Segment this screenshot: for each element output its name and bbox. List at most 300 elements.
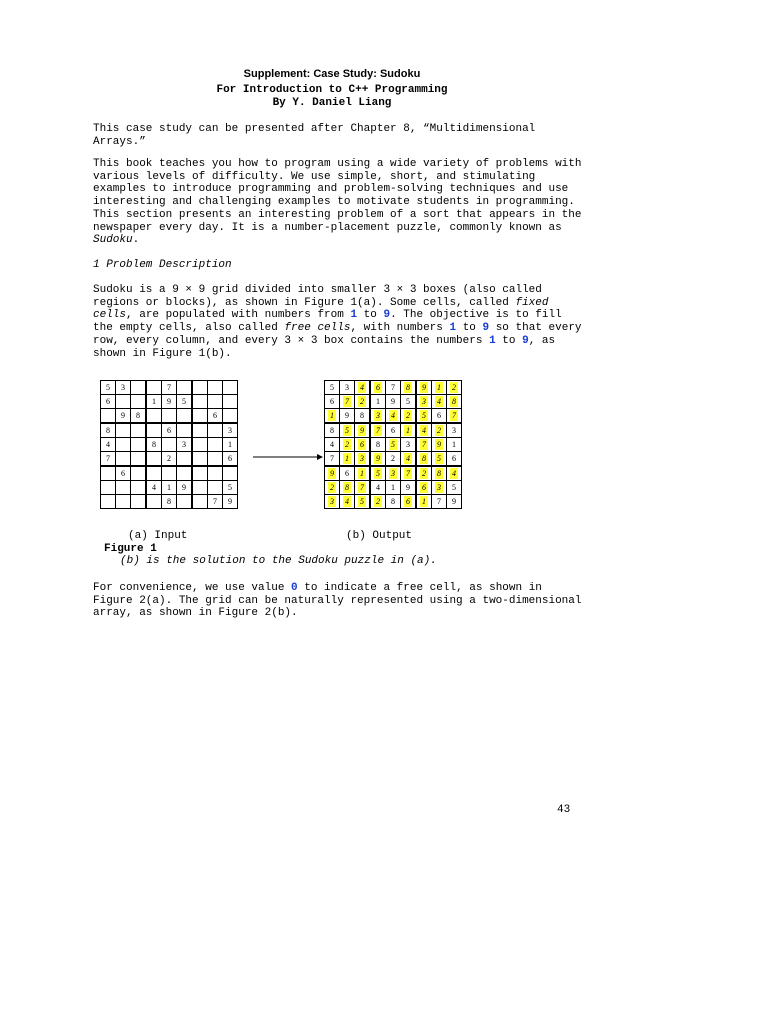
sudoku-cell (131, 481, 147, 495)
sudoku-cell (386, 452, 401, 467)
sudoku-cell (116, 409, 131, 424)
sudoku-cell-value: 3 (376, 410, 380, 420)
sudoku-cell (355, 409, 371, 424)
sudoku-cell-value: 4 (106, 439, 110, 449)
sudoku-cell-value: 8 (406, 382, 410, 392)
sudoku-cell (386, 381, 401, 395)
sudoku-cell (340, 466, 355, 481)
sudoku-cell-value: 9 (330, 468, 334, 478)
sudoku-cell (208, 452, 223, 467)
sudoku-cell-value: 9 (376, 453, 380, 463)
sudoku-cell-value: 8 (391, 496, 395, 506)
sudoku-cell (208, 395, 223, 409)
sudoku-cell (447, 438, 462, 452)
sudoku-cell (208, 495, 223, 509)
sudoku-cell (162, 381, 177, 395)
sudoku-cell (192, 438, 208, 452)
sudoku-cell (355, 438, 371, 452)
number-one: 1 (489, 334, 496, 347)
output-caption: (b) Output (346, 530, 413, 542)
sudoku-cell (432, 409, 447, 424)
sudoku-cell (116, 438, 131, 452)
sudoku-cell-value: 9 (391, 396, 395, 406)
sudoku-cell (401, 381, 417, 395)
sudoku-cell-value: 9 (360, 425, 364, 435)
sudoku-cell (416, 495, 432, 509)
sudoku-cell-value: 1 (228, 439, 232, 449)
sudoku-cell (325, 395, 340, 409)
number-nine: 9 (383, 309, 391, 322)
number-one: 1 (449, 322, 457, 335)
sudoku-cell (101, 395, 116, 409)
sudoku-cell-value: 8 (345, 482, 349, 492)
sudoku-cell-value: 2 (391, 453, 395, 463)
sudoku-cell (162, 438, 177, 452)
sudoku-cell (432, 452, 447, 467)
sudoku-cell (192, 466, 208, 481)
sudoku-cell (416, 409, 432, 424)
sudoku-cell (101, 381, 116, 395)
sudoku-cell (416, 452, 432, 467)
sudoku-cell (416, 423, 432, 438)
sudoku-cell-value: 7 (437, 496, 441, 506)
sudoku-cell (162, 481, 177, 495)
fc-text-1: For convenience, we use value (93, 582, 292, 594)
sudoku-cell (162, 395, 177, 409)
sudoku-cell (416, 438, 432, 452)
sudoku-cell-value: 1 (167, 482, 171, 492)
sudoku-cell (370, 452, 386, 467)
document-subtitle: For Introduction to C++ Programming (216, 84, 448, 96)
sudoku-cell (447, 409, 462, 424)
sudoku-cell (223, 452, 238, 467)
sudoku-cell (401, 481, 417, 495)
sudoku-cell (340, 381, 355, 395)
sudoku-cell (223, 495, 238, 509)
sudoku-cell (192, 481, 208, 495)
sudoku-cell-value: 1 (437, 382, 441, 392)
sudoku-cell-value: 3 (452, 425, 456, 435)
sudoku-cell-value: 8 (422, 453, 426, 463)
sudoku-cell (370, 466, 386, 481)
intro-paragraph-1: This case study can be presented after Chapter 8, “Multidimensional Arrays.” (93, 123, 536, 148)
sudoku-cell (192, 409, 208, 424)
sudoku-cell (146, 495, 162, 509)
sudoku-cell (401, 452, 417, 467)
sudoku-cell-value: 5 (182, 396, 186, 406)
sudoku-cell-value: 3 (228, 425, 232, 435)
sudoku-cell (192, 423, 208, 438)
sudoku-cell (101, 495, 116, 509)
document-title: Supplement: Case Study: Sudoku (243, 68, 421, 80)
sudoku-cell (355, 495, 371, 509)
sudoku-cell (131, 409, 147, 424)
sudoku-cell-value: 8 (437, 468, 441, 478)
sudoku-cell (340, 423, 355, 438)
sudoku-cell (146, 381, 162, 395)
sudoku-cell-value: 8 (360, 410, 364, 420)
sudoku-cell-value: 3 (360, 453, 364, 463)
sudoku-cell-value: 4 (391, 410, 395, 420)
sudoku-cell-value: 4 (422, 425, 426, 435)
sudoku-cell (325, 481, 340, 495)
sudoku-cell-value: 6 (360, 439, 364, 449)
sudoku-cell (340, 452, 355, 467)
sudoku-cell-value: 9 (121, 410, 125, 420)
sudoku-cell (370, 495, 386, 509)
sudoku-cell (447, 481, 462, 495)
sudoku-cell (101, 481, 116, 495)
number-zero: 0 (291, 582, 298, 594)
sudoku-input-grid (100, 380, 238, 509)
sudoku-cell (223, 466, 238, 481)
sudoku-cell-value: 7 (376, 425, 380, 435)
sudoku-cell (208, 438, 223, 452)
sudoku-cell (355, 423, 371, 438)
sudoku-cell (101, 452, 116, 467)
sudoku-cell-value: 3 (391, 468, 395, 478)
sudoku-cell (116, 481, 131, 495)
sudoku-cell (325, 438, 340, 452)
sudoku-cell-value: 2 (452, 382, 456, 392)
sudoku-cell (101, 466, 116, 481)
sudoku-cell (355, 452, 371, 467)
sudoku-cell (401, 495, 417, 509)
sudoku-cell-value: 8 (136, 410, 140, 420)
sudoku-cell-value: 8 (376, 439, 380, 449)
sudoku-cell-value: 2 (167, 453, 171, 463)
sudoku-cell (146, 452, 162, 467)
sudoku-cell (386, 481, 401, 495)
sudoku-term: Sudoku (93, 234, 133, 247)
sudoku-cell-value: 9 (345, 410, 349, 420)
sudoku-cell-value: 4 (437, 396, 441, 406)
sudoku-cell (177, 466, 193, 481)
sudoku-cell (370, 409, 386, 424)
sudoku-cell-value: 6 (391, 425, 395, 435)
sudoku-cell-value: 5 (437, 453, 441, 463)
intro-paragraph-2-end: . (132, 234, 140, 247)
sudoku-cell-value: 4 (152, 482, 156, 492)
sudoku-cell (355, 395, 371, 409)
sudoku-cell (146, 409, 162, 424)
sudoku-cell (355, 481, 371, 495)
sudoku-cell-value: 6 (167, 425, 171, 435)
sudoku-cell (401, 395, 417, 409)
sudoku-cell-value: 4 (360, 382, 364, 392)
sudoku-cell (131, 395, 147, 409)
sudoku-cell (177, 438, 193, 452)
sudoku-cell-value: 5 (345, 425, 349, 435)
sudoku-cell (340, 438, 355, 452)
sudoku-cell (131, 452, 147, 467)
sudoku-cell-value: 3 (330, 496, 334, 506)
pd-text-8: to (495, 334, 523, 347)
sudoku-cell (208, 381, 223, 395)
sudoku-cell (432, 466, 447, 481)
sudoku-cell (146, 481, 162, 495)
sudoku-cell (192, 495, 208, 509)
sudoku-cell-value: 9 (437, 439, 441, 449)
sudoku-cell (177, 452, 193, 467)
input-caption: (a) Input (128, 530, 188, 542)
sudoku-cell (432, 495, 447, 509)
sudoku-cell (416, 395, 432, 409)
sudoku-cell (416, 466, 432, 481)
sudoku-cell (370, 395, 386, 409)
sudoku-cell-value: 7 (422, 439, 426, 449)
sudoku-cell-value: 2 (406, 410, 410, 420)
sudoku-cell (370, 481, 386, 495)
page-number: 43 (557, 804, 571, 816)
sudoku-cell (116, 423, 131, 438)
sudoku-cell-value: 6 (228, 453, 232, 463)
sudoku-cell-value: 6 (452, 453, 456, 463)
sudoku-cell (101, 438, 116, 452)
sudoku-cell-value: 6 (345, 468, 349, 478)
document-author: By Y. Daniel Liang (272, 97, 392, 109)
sudoku-cell-value: 3 (121, 382, 125, 392)
sudoku-cell-value: 5 (330, 382, 334, 392)
sudoku-cell-value: 7 (345, 396, 349, 406)
sudoku-cell-value: 5 (376, 468, 380, 478)
sudoku-cell-value: 1 (152, 396, 156, 406)
sudoku-cell-value: 8 (330, 425, 334, 435)
sudoku-cell (386, 409, 401, 424)
sudoku-cell-value: 2 (360, 396, 364, 406)
sudoku-cell (340, 481, 355, 495)
sudoku-cell (192, 452, 208, 467)
sudoku-cell-value: 5 (452, 482, 456, 492)
sudoku-cell (162, 409, 177, 424)
sudoku-cell (192, 381, 208, 395)
sudoku-cell (192, 395, 208, 409)
sudoku-cell-value: 4 (452, 468, 456, 478)
sudoku-cell (208, 481, 223, 495)
sudoku-cell (325, 423, 340, 438)
sudoku-cell-value: 6 (330, 396, 334, 406)
sudoku-cell (325, 409, 340, 424)
sudoku-cell (401, 466, 417, 481)
sudoku-cell-value: 8 (167, 496, 171, 506)
sudoku-cell (101, 423, 116, 438)
sudoku-cell-value: 4 (330, 439, 334, 449)
sudoku-cell-value: 1 (406, 425, 410, 435)
sudoku-cell (223, 381, 238, 395)
problem-description-paragraph (93, 284, 583, 360)
sudoku-cell-value: 1 (360, 468, 364, 478)
sudoku-cell-value: 4 (376, 482, 380, 492)
sudoku-cell-value: 6 (213, 410, 217, 420)
sudoku-cell (116, 381, 131, 395)
sudoku-output-grid (324, 380, 462, 509)
sudoku-cell (386, 495, 401, 509)
sudoku-cell-value: 9 (182, 482, 186, 492)
sudoku-cell-value: 5 (406, 396, 410, 406)
sudoku-cell (355, 466, 371, 481)
figure-description: (b) is the solution to the Sudoku puzzle in (a). (120, 555, 437, 567)
sudoku-cell-value: 4 (406, 453, 410, 463)
sudoku-cell-value: 3 (182, 439, 186, 449)
sudoku-cell (325, 381, 340, 395)
free-cell-paragraph (93, 582, 583, 620)
sudoku-cell (146, 438, 162, 452)
sudoku-cell-value: 6 (406, 496, 410, 506)
number-one: 1 (350, 309, 358, 322)
sudoku-cell (416, 381, 432, 395)
sudoku-cell (432, 381, 447, 395)
sudoku-cell (416, 481, 432, 495)
sudoku-cell-value: 6 (106, 396, 110, 406)
pd-text-4: . The objective is to fill the empty cells, also called (93, 309, 562, 335)
sudoku-cell-value: 5 (228, 482, 232, 492)
sudoku-cell (177, 381, 193, 395)
number-nine: 9 (522, 334, 529, 347)
sudoku-cell (386, 395, 401, 409)
sudoku-cell (370, 381, 386, 395)
sudoku-cell-value: 1 (391, 482, 395, 492)
sudoku-cell (146, 423, 162, 438)
sudoku-cell-value: 5 (106, 382, 110, 392)
sudoku-cell-value: 6 (376, 382, 380, 392)
section-heading: 1 Problem Description (93, 259, 232, 271)
pd-text-1: Sudoku is a 9 × 9 grid divided into smaller 3 × 3 boxes (also called regions or blocks), as shown in Figure 1(a). Some cells, called (93, 284, 542, 309)
sudoku-cell (131, 466, 147, 481)
sudoku-cell (177, 395, 193, 409)
sudoku-cell-value: 6 (422, 482, 426, 492)
sudoku-cell (447, 466, 462, 481)
sudoku-cell-value: 7 (106, 453, 110, 463)
sudoku-cell (447, 395, 462, 409)
sudoku-cell (223, 409, 238, 424)
sudoku-cell-value: 9 (452, 496, 456, 506)
sudoku-cell (432, 395, 447, 409)
sudoku-cell (386, 438, 401, 452)
pd-text-6: to (456, 322, 483, 335)
sudoku-cell-value: 9 (228, 496, 232, 506)
sudoku-cell (401, 438, 417, 452)
sudoku-cell (370, 438, 386, 452)
sudoku-cell (355, 381, 371, 395)
sudoku-cell-value: 3 (437, 482, 441, 492)
pd-text-5: , with numbers (350, 322, 450, 335)
sudoku-cell (401, 423, 417, 438)
sudoku-cell (447, 452, 462, 467)
sudoku-cell-value: 4 (345, 496, 349, 506)
sudoku-cell (432, 438, 447, 452)
sudoku-cell-value: 6 (437, 410, 441, 420)
sudoku-cell (116, 452, 131, 467)
sudoku-cell (131, 495, 147, 509)
sudoku-cell (340, 409, 355, 424)
sudoku-cell (162, 423, 177, 438)
intro-paragraph-2 (93, 158, 583, 247)
sudoku-cell-value: 9 (422, 382, 426, 392)
intro-paragraph-2-text: This book teaches you how to program using a wide variety of problems with various levels of difficulty. We use simple, short, and stimulating examples to introduce programming and problem-solving techniques and use interesting and challenging examples to motivate students in programming. This section presents an interesting problem of a sort that appears in the newspaper every day. It is a number-placement puzzle, commonly known as (93, 158, 582, 234)
sudoku-cell-value: 2 (345, 439, 349, 449)
sudoku-cell-value: 7 (406, 468, 410, 478)
sudoku-cell-value: 5 (360, 496, 364, 506)
pd-text-9: , as shown in Figure 1(b). (93, 334, 556, 360)
sudoku-cell-value: 8 (152, 439, 156, 449)
free-cells-term: free cells (284, 322, 351, 335)
sudoku-cell (223, 423, 238, 438)
sudoku-cell-value: 5 (391, 439, 395, 449)
sudoku-cell (223, 438, 238, 452)
sudoku-cell-value: 1 (422, 496, 426, 506)
sudoku-cell (447, 423, 462, 438)
pd-text-7: so that every row, every column, and every 3 × 3 box contains the numbers (93, 322, 582, 347)
sudoku-cell-value: 7 (167, 382, 171, 392)
sudoku-cell-value: 2 (376, 496, 380, 506)
sudoku-cell (340, 395, 355, 409)
sudoku-cell-value: 7 (452, 410, 456, 420)
sudoku-cell (116, 495, 131, 509)
sudoku-cell (208, 466, 223, 481)
sudoku-cell (386, 466, 401, 481)
fc-text-2: to indicate a free cell, as shown in Figure 2(a). The grid can be naturally represented using a two-dimensional array, as shown in Figure 2(b). (93, 582, 582, 620)
sudoku-cell (131, 438, 147, 452)
sudoku-cell-value: 7 (213, 496, 217, 506)
sudoku-cell-value: 7 (330, 453, 334, 463)
arrow-right-icon (253, 453, 323, 461)
sudoku-cell (223, 481, 238, 495)
sudoku-cell-value: 7 (391, 382, 395, 392)
sudoku-cell (325, 495, 340, 509)
sudoku-cell-value: 7 (360, 482, 364, 492)
sudoku-cell-value: 9 (406, 482, 410, 492)
sudoku-cell-value: 2 (330, 482, 334, 492)
pd-text-2: , are populated with numbers from (126, 309, 351, 322)
sudoku-cell (447, 495, 462, 509)
sudoku-cell (162, 495, 177, 509)
sudoku-cell (146, 466, 162, 481)
figure-label: Figure 1 (104, 543, 157, 555)
sudoku-cell (223, 395, 238, 409)
sudoku-cell-value: 1 (345, 453, 349, 463)
sudoku-cell (208, 409, 223, 424)
sudoku-cell (162, 466, 177, 481)
sudoku-cell-value: 3 (406, 439, 410, 449)
sudoku-cell (177, 481, 193, 495)
sudoku-cell-value: 2 (437, 425, 441, 435)
sudoku-cell (386, 423, 401, 438)
sudoku-cell-value: 8 (452, 396, 456, 406)
sudoku-cell-value: 2 (422, 468, 426, 478)
sudoku-cell-value: 5 (422, 410, 426, 420)
sudoku-cell (131, 381, 147, 395)
sudoku-cell (370, 423, 386, 438)
sudoku-cell-value: 1 (452, 439, 456, 449)
sudoku-cell (177, 423, 193, 438)
number-nine: 9 (482, 322, 490, 335)
sudoku-cell-value: 6 (121, 468, 125, 478)
fixed-cells-term: fixed cells (93, 296, 549, 322)
sudoku-cell-value: 9 (167, 396, 171, 406)
sudoku-cell (432, 481, 447, 495)
sudoku-cell-value: 8 (106, 425, 110, 435)
sudoku-cell (401, 409, 417, 424)
sudoku-cell (131, 423, 147, 438)
sudoku-cell-value: 3 (345, 382, 349, 392)
sudoku-cell (116, 395, 131, 409)
sudoku-cell (177, 409, 193, 424)
sudoku-cell (325, 452, 340, 467)
sudoku-cell-value: 1 (330, 410, 334, 420)
sudoku-cell (177, 495, 193, 509)
sudoku-cell (162, 452, 177, 467)
sudoku-cell (101, 409, 116, 424)
